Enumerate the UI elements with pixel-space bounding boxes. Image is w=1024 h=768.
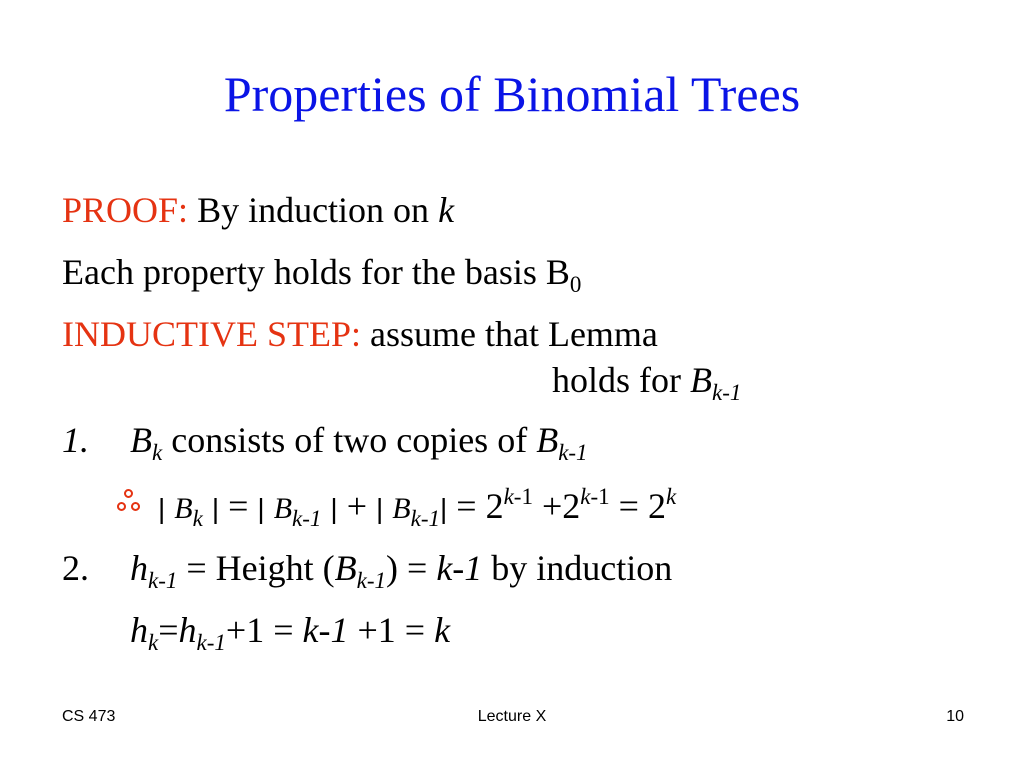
- eq1-b3: B: [392, 492, 411, 525]
- eq1-rest: = 2: [447, 486, 504, 526]
- proof-line: [62, 188, 454, 232]
- eq1-e2: k: [580, 484, 591, 509]
- inductive-cont-text: holds for: [552, 360, 690, 400]
- item-2-text2: ) =: [386, 548, 437, 588]
- item-2-text: = Height (: [177, 548, 335, 588]
- eq2-k1: k-1: [302, 610, 349, 650]
- proof-text: By induction on: [188, 190, 439, 230]
- item-1-number: 1.: [62, 420, 89, 460]
- item-1-text: consists of two copies of: [162, 420, 537, 460]
- eq1-bar-6: |: [439, 493, 448, 524]
- footer-lecture: Lecture X: [477, 708, 547, 725]
- eq1-s3: k-1: [410, 506, 440, 531]
- eq1-bar-4: |: [330, 493, 338, 524]
- item-2-k1: k-1: [436, 548, 483, 588]
- item-1-sub2: k-1: [558, 440, 588, 465]
- eq2-h: h: [130, 610, 148, 650]
- eq1-b2: B: [273, 492, 293, 525]
- eq2-h2: h: [178, 610, 197, 650]
- inductive-line: [62, 312, 658, 356]
- eq1-e1b: -1: [513, 484, 533, 509]
- footer-course: CS 473: [62, 708, 116, 725]
- inductive-label: INDUCTIVE STEP:: [62, 314, 361, 354]
- item-2-bsub: k-1: [356, 568, 387, 593]
- basis-sub: 0: [569, 272, 582, 297]
- inductive-cont-sub: k-1: [712, 380, 742, 405]
- equation-1: [158, 484, 676, 531]
- eq1-plus2: +2: [532, 486, 581, 526]
- basis-line: [62, 250, 582, 297]
- inductive-cont-var: B: [690, 360, 712, 400]
- eq2-k: k: [434, 610, 451, 650]
- item-1-var2: B: [536, 420, 559, 460]
- eq2-t2: +1 =: [348, 610, 435, 650]
- eq1-bar-3: |: [257, 493, 265, 524]
- eq1-bar-2: |: [211, 493, 220, 524]
- item-1-var: B: [130, 420, 152, 460]
- therefore-icon: [116, 489, 142, 515]
- eq2-eq: =: [158, 610, 179, 650]
- eq1-eq2: = 2: [609, 486, 666, 526]
- eq1-s1: k: [192, 506, 203, 531]
- eq2-t1: +1 =: [225, 610, 303, 650]
- eq1-e1: k: [503, 484, 514, 509]
- item-1-line: [62, 418, 588, 465]
- eq1-e3: k: [665, 484, 677, 509]
- item-2-b: B: [334, 548, 357, 588]
- item-2-number: 2.: [62, 548, 89, 588]
- item-2-hsub: k-1: [148, 568, 178, 593]
- eq1-plus: +: [337, 486, 376, 526]
- eq2-h2sub: k-1: [196, 630, 226, 655]
- slide-title: Properties of Binomial Trees: [223, 66, 801, 122]
- eq1-e2b: -1: [590, 484, 610, 509]
- eq2-hsub: k: [148, 630, 159, 655]
- basis-text: Each property holds for the basis B: [62, 252, 570, 292]
- item-2-text3: by induction: [482, 548, 673, 588]
- item-1-sub: k: [152, 440, 163, 465]
- inductive-text: assume that Lemma: [361, 314, 658, 354]
- eq1-bar-5: |: [376, 493, 384, 524]
- equation-2: [130, 608, 451, 655]
- eq1-b1: B: [174, 492, 193, 525]
- eq1-eq: =: [219, 486, 258, 526]
- proof-var: k: [438, 190, 455, 230]
- inductive-cont-line: [552, 358, 742, 405]
- item-2-line: [62, 546, 673, 593]
- proof-label: PROOF:: [62, 190, 189, 230]
- eq1-bar-1: |: [158, 493, 166, 524]
- item-2-h: h: [130, 548, 148, 588]
- footer-page-number: 10: [946, 708, 964, 725]
- eq1-s2: k-1: [292, 506, 322, 531]
